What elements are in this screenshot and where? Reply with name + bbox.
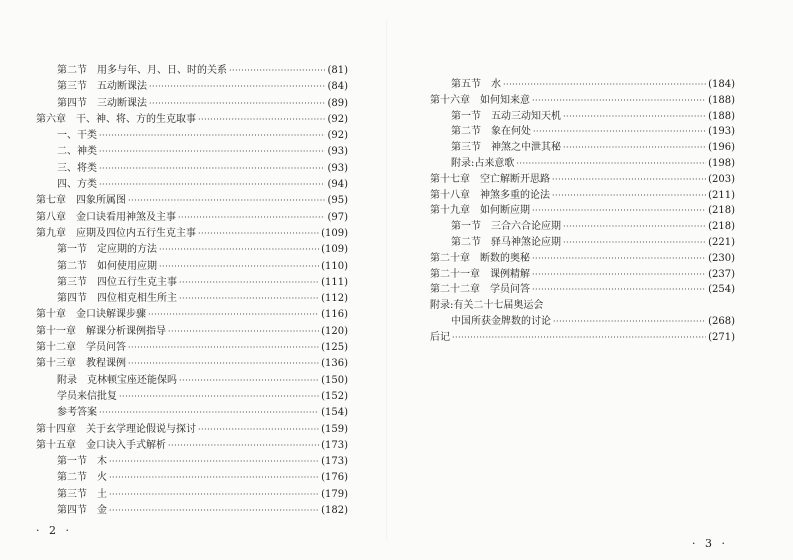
toc-entry: [36, 177, 348, 193]
toc-entry-label: 第十章: [36, 309, 66, 321]
toc-entry-label: 第二节: [57, 260, 87, 272]
toc-entry: [430, 219, 735, 235]
dot-leader: [148, 307, 319, 323]
toc-entry-text: 如何断应期: [480, 205, 530, 217]
toc-entry-text: 学员问答: [86, 342, 126, 354]
spine-shadow: [386, 20, 387, 540]
dot-leader: [179, 275, 319, 291]
toc-entry-page: (173): [321, 439, 348, 451]
toc-entry: [36, 454, 348, 470]
toc-entry-page: (92): [327, 130, 348, 142]
toc-entry: [36, 373, 348, 389]
dot-leader: [99, 161, 325, 177]
toc-entry-label: 第四节: [57, 293, 87, 305]
toc-entry-title: [430, 172, 550, 188]
toc-entry-label: 第三节: [57, 488, 87, 500]
toc-left-column: [36, 63, 348, 519]
toc-entry-page: (221): [708, 236, 735, 248]
toc-entry: [36, 291, 348, 307]
toc-entry: [430, 172, 735, 188]
toc-entry: [36, 438, 348, 454]
page-number-left: · 2 ·: [36, 524, 72, 537]
dot-leader: [179, 291, 319, 307]
toc-entry-title: [36, 340, 126, 356]
toc-entry: [36, 210, 348, 226]
toc-entry: [430, 77, 735, 93]
toc-entry-text: 克林顿宝座还能保吗: [87, 374, 177, 386]
toc-entry-label: 第二节: [57, 472, 87, 484]
toc-entry-page: (268): [708, 315, 735, 327]
toc-entry-text: 金口诀入手式解析: [86, 439, 166, 451]
dot-leader: [149, 79, 325, 95]
toc-entry-title: [451, 77, 501, 93]
toc-entry-text: 二、神类: [57, 146, 97, 158]
toc-entry-page: (120): [321, 325, 348, 337]
toc-entry-text: 如何使用应期: [97, 260, 157, 272]
toc-entry-label: 第十八章: [430, 189, 470, 201]
toc-entry-title: [430, 330, 450, 346]
toc-entry-page: (230): [708, 252, 735, 264]
toc-entry-label: 第十三章: [36, 358, 76, 370]
toc-entry-label: 第十二章: [36, 342, 76, 354]
toc-entry-title: [57, 128, 97, 144]
toc-entry-title: [36, 112, 196, 128]
toc-entry-page: (193): [708, 126, 735, 138]
dot-leader: [149, 96, 325, 112]
dot-leader: [532, 251, 706, 267]
toc-entry-text: 关于玄学理论假说与探讨: [86, 423, 196, 435]
dot-leader: [168, 438, 319, 454]
toc-entry: [430, 282, 735, 298]
toc-entry-label: 第二十一章: [430, 268, 480, 280]
toc-entry-page: (94): [327, 179, 348, 191]
toc-entry: [36, 389, 348, 405]
toc-entry-title: [36, 193, 126, 209]
toc-entry-title: [57, 161, 97, 177]
toc-entry-label: 第十六章: [430, 94, 470, 106]
toc-entry-title: [57, 144, 97, 160]
toc-entry-page: (109): [321, 244, 348, 256]
dot-leader: [109, 470, 319, 486]
toc-entry-text: 四位五行生克主事: [97, 276, 177, 288]
toc-entry-label: 第六章: [36, 113, 66, 125]
toc-entry: [36, 226, 348, 242]
toc-entry-page: (237): [708, 268, 735, 280]
toc-entry-text: 干、神、将、方的生克取事: [76, 113, 196, 125]
toc-entry-page: (110): [321, 260, 348, 272]
dot-leader: [552, 188, 706, 204]
toc-entry-label: 第一节: [57, 456, 87, 468]
toc-entry-title: [36, 226, 196, 242]
toc-entry-text: 应期及四位内五行生克主事: [76, 227, 196, 239]
page-number-right: · 3 ·: [692, 537, 728, 550]
dot-leader: [128, 340, 319, 356]
toc-entry-page: (182): [321, 505, 348, 517]
toc-entry-label: 第十七章: [430, 173, 470, 185]
toc-entry-text: 三合六合论应期: [491, 221, 561, 233]
toc-entry-label: 第十一章: [36, 325, 76, 337]
toc-entry-title: [430, 298, 543, 314]
toc-entry-text: 解课分析课例指导: [86, 325, 166, 337]
toc-entry: [36, 405, 348, 421]
toc-entry-label: 第四节: [57, 505, 87, 517]
toc-entry-text: 三动断课法: [97, 97, 147, 109]
toc-entry-page: (84): [327, 81, 348, 93]
toc-entry-label: 第十四章: [36, 423, 76, 435]
dot-leader: [99, 405, 319, 421]
dot-leader: [563, 140, 706, 156]
toc-entry: [36, 193, 348, 209]
dot-leader: [198, 112, 325, 128]
dot-leader: [532, 203, 706, 219]
toc-entry: [36, 470, 348, 486]
toc-entry-text: 木: [97, 456, 107, 468]
toc-entry-label: 第二节: [451, 126, 481, 138]
dot-leader: [99, 128, 325, 144]
toc-entry: [430, 267, 735, 283]
toc-entry: [36, 356, 348, 372]
toc-entry-page: (89): [327, 97, 348, 109]
toc-entry-text: 金: [97, 505, 107, 517]
toc-entry: [430, 314, 735, 330]
toc-entry-title: [36, 422, 196, 438]
toc-entry-title: [57, 96, 147, 112]
toc-right-column: [430, 77, 735, 346]
dot-leader: [168, 324, 319, 340]
toc-entry-label: 第五节: [451, 79, 481, 90]
toc-entry-text: 后记: [430, 331, 450, 343]
dot-leader: [109, 454, 319, 470]
dot-leader: [159, 259, 319, 275]
toc-entry-text: 水: [491, 79, 501, 90]
dot-leader: [516, 156, 706, 172]
toc-entry: [36, 422, 348, 438]
toc-entry-page: (93): [327, 162, 348, 174]
toc-entry-title: [57, 503, 107, 519]
toc-entry-title: [57, 291, 177, 307]
toc-entry-text: 五动三动知天机: [491, 110, 561, 122]
toc-entry-title: [451, 124, 531, 140]
toc-entry: [36, 63, 348, 79]
toc-entry-title: [57, 177, 97, 193]
toc-entry: [430, 330, 735, 346]
toc-entry-page: (152): [321, 390, 348, 402]
toc-entry-text: 附录:有关二十七届奥运会: [430, 300, 544, 312]
toc-entry-page: (218): [708, 221, 735, 233]
dot-leader: [532, 267, 706, 283]
toc-entry-page: (179): [321, 488, 348, 500]
toc-entry-text: 如何知来意: [480, 94, 530, 106]
toc-entry-page: (92): [327, 113, 348, 125]
toc-entry-label: 第一节: [57, 244, 87, 256]
toc-entry-title: [451, 235, 561, 251]
toc-entry-label: 第二节: [451, 236, 481, 248]
dot-leader: [159, 242, 319, 258]
toc-entry-page: (150): [321, 374, 348, 386]
toc-entry-page: (125): [321, 342, 348, 354]
toc-entry-label: 第三节: [57, 276, 87, 288]
toc-entry-text: 金口诀解课步骤: [76, 309, 146, 321]
dot-leader: [563, 235, 706, 251]
toc-entry: [430, 124, 735, 140]
dot-leader: [452, 330, 706, 346]
toc-entry-text: 象在何处: [491, 126, 531, 138]
dot-leader: [109, 487, 319, 503]
toc-entry: [36, 487, 348, 503]
toc-entry-title: [36, 324, 166, 340]
toc-entry-text: 课例精解: [490, 268, 530, 280]
toc-entry-page: (93): [327, 146, 348, 158]
toc-entry: [430, 140, 735, 156]
toc-entry-text: 神煞之中泄其秘: [491, 142, 561, 154]
toc-entry-page: (159): [321, 423, 348, 435]
toc-entry-title: [451, 140, 561, 156]
dot-leader: [99, 177, 325, 193]
dot-leader: [178, 210, 325, 226]
toc-entry-title: [430, 93, 530, 109]
toc-entry-label: 第九章: [36, 227, 66, 239]
dot-leader: [533, 124, 706, 140]
toc-entry-title: [36, 438, 166, 454]
toc-entry: [36, 96, 348, 112]
toc-entry-label: 第十九章: [430, 205, 470, 217]
toc-entry-page: (173): [321, 456, 348, 468]
dot-leader: [563, 219, 706, 235]
toc-entry-title: [36, 210, 176, 226]
toc-entry: [36, 144, 348, 160]
toc-entry-title: [430, 251, 530, 267]
toc-entry-title: [57, 405, 97, 421]
toc-entry-page: (176): [321, 472, 348, 484]
toc-entry-text: 五动断课法: [97, 81, 147, 93]
toc-entry-text: 教程课例: [86, 358, 126, 370]
toc-entry-text: 用多与年、月、日、时的关系: [97, 65, 227, 76]
toc-entry-text: 火: [97, 472, 107, 484]
toc-entry: [36, 340, 348, 356]
dot-leader: [229, 63, 325, 79]
toc-entry-page: (116): [321, 309, 348, 321]
toc-entry-page: (271): [708, 331, 735, 343]
toc-entry-text: 断数的奥秘: [480, 252, 530, 264]
dot-leader: [99, 144, 325, 160]
toc-entry-text: 土: [97, 488, 107, 500]
toc-entry: [36, 161, 348, 177]
dot-leader: [198, 226, 319, 242]
toc-entry-title: [57, 454, 107, 470]
dot-leader: [553, 314, 706, 330]
toc-entry-label: 第一节: [451, 221, 481, 233]
dot-leader: [109, 503, 319, 519]
toc-entry-text: 学员来信批复: [57, 390, 117, 402]
toc-entry-text: 三、将类: [57, 162, 97, 174]
toc-entry-title: [430, 203, 530, 219]
toc-entry-page: (97): [327, 211, 348, 223]
toc-entry: [430, 251, 735, 267]
toc-entry-text: 神煞多重的论法: [480, 189, 550, 201]
toc-entry-page: (198): [708, 157, 735, 169]
toc-entry-title: [430, 267, 530, 283]
toc-entry-text: 空亡解断开思路: [480, 173, 550, 185]
toc-entry: [36, 324, 348, 340]
toc-entry-page: (81): [327, 65, 348, 76]
toc-entry: [430, 156, 735, 172]
toc-entry-title: [57, 79, 147, 95]
toc-entry: [430, 188, 735, 204]
toc-entry-title: [57, 487, 107, 503]
toc-entry-text: 四位相克相生所主: [97, 293, 177, 305]
dot-leader: [532, 282, 706, 298]
dot-leader: [563, 109, 706, 125]
toc-entry-title: [57, 389, 117, 405]
toc-entry-title: [57, 63, 227, 79]
dot-leader: [119, 389, 319, 405]
toc-entry-page: (203): [708, 173, 735, 185]
toc-entry-title: [430, 282, 530, 298]
toc-entry-page: (136): [321, 358, 348, 370]
toc-entry-text: 一、干类: [57, 130, 97, 142]
toc-entry: [36, 112, 348, 128]
toc-entry-page: (254): [708, 284, 735, 296]
toc-entry-label: 第二十章: [430, 252, 470, 264]
toc-entry-label: 第四节: [57, 97, 87, 109]
toc-entry-text: 附录:占来意歌: [451, 157, 515, 169]
toc-entry-title: [57, 242, 157, 258]
toc-entry-text: 中国所获金牌数的讨论: [451, 315, 551, 327]
toc-entry: [36, 275, 348, 291]
toc-entry-title: [57, 259, 157, 275]
toc-entry-title: [451, 219, 561, 235]
toc-entry-title: [57, 275, 177, 291]
dot-leader: [128, 193, 325, 209]
toc-entry-page: (188): [708, 94, 735, 106]
toc-entry: [430, 298, 735, 314]
toc-entry-label: 第三节: [451, 142, 481, 154]
dot-leader: [532, 93, 706, 109]
toc-entry: [36, 128, 348, 144]
toc-entry-title: [430, 188, 550, 204]
toc-entry-text: 参考答案: [57, 407, 97, 419]
dot-leader: [552, 172, 706, 188]
toc-entry-page: (109): [321, 227, 348, 239]
toc-entry-text: 四、方类: [57, 179, 97, 191]
toc-entry: [430, 109, 735, 125]
toc-entry-text: 驿马神煞论应期: [491, 236, 561, 248]
toc-entry-label: 第二十二章: [430, 284, 480, 296]
dot-leader: [198, 422, 319, 438]
toc-entry-title: [451, 314, 551, 330]
toc-entry-title: [451, 156, 514, 172]
toc-entry-text: 学员问答: [490, 284, 530, 296]
toc-entry: [36, 503, 348, 519]
toc-entry-page: (111): [321, 276, 348, 288]
toc-entry-page: (196): [708, 142, 735, 154]
toc-entry-label: 第二节: [57, 65, 87, 76]
toc-entry: [430, 203, 735, 219]
toc-entry-label: 附录: [57, 374, 77, 386]
toc-entry-title: [57, 470, 107, 486]
toc-entry: [430, 93, 735, 109]
toc-entry-page: (211): [708, 189, 735, 201]
toc-entry-label: 第三节: [57, 81, 87, 93]
toc-entry-text: 定应期的方法: [97, 244, 157, 256]
toc-entry-text: 四象所属图: [76, 195, 126, 207]
toc-entry-page: (188): [708, 110, 735, 122]
toc-entry: [36, 242, 348, 258]
toc-entry: [36, 307, 348, 323]
toc-entry-page: (184): [708, 79, 735, 90]
dot-leader: [179, 373, 319, 389]
toc-entry-title: [57, 373, 177, 389]
toc-entry-title: [36, 307, 146, 323]
toc-entry: [36, 79, 348, 95]
dot-leader: [128, 356, 319, 372]
toc-entry-page: (95): [327, 195, 348, 207]
toc-entry-label: 第八章: [36, 211, 66, 223]
toc-entry-page: (218): [708, 205, 735, 217]
toc-entry: [36, 259, 348, 275]
dot-leader: [503, 77, 706, 93]
toc-entry-page: (154): [321, 407, 348, 419]
toc-entry-label: 第七章: [36, 195, 66, 207]
toc-entry-page: (112): [321, 293, 348, 305]
toc-entry-label: 第一节: [451, 110, 481, 122]
toc-entry-title: [451, 109, 561, 125]
toc-entry: [430, 235, 735, 251]
toc-entry-title: [36, 356, 126, 372]
toc-entry-label: 第十五章: [36, 439, 76, 451]
toc-entry-text: 金口诀看用神煞及主事: [76, 211, 176, 223]
